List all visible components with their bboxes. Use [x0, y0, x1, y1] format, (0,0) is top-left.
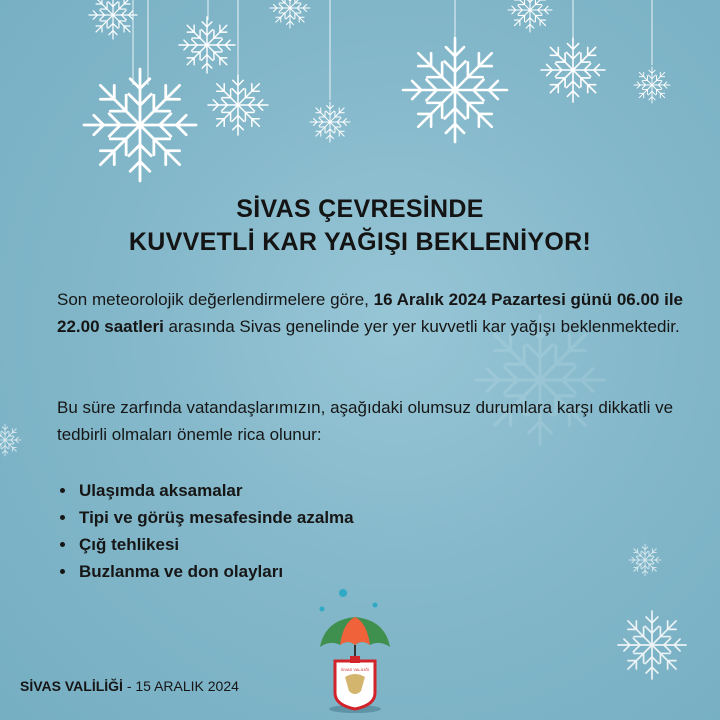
headline: [0, 193, 720, 259]
snowflake-icon: [618, 611, 686, 679]
paragraph-text: Son meteorolojik değerlendirmelere göre,: [57, 290, 374, 309]
organization-name: SİVAS VALİLİĞİ: [20, 678, 123, 694]
warning-paragraph: Bu süre zarfında vatandaşlarımızın, aşağıdaki olumsuz durumlara karşı dikkatli ve tedbirli olmaları önemle rica olunur:: [57, 398, 674, 444]
snowflake-icon: [89, 0, 137, 39]
snowflake-icon: [208, 75, 268, 135]
snowflake-icon: [508, 0, 552, 32]
headline-line1: SİVAS ÇEVRESİNDE: [236, 195, 484, 223]
snowflake-icon: [0, 424, 21, 456]
hazard-list: [57, 477, 354, 585]
publish-date: - 15 ARALIK 2024: [122, 678, 239, 694]
snowflake-icon: [629, 544, 661, 576]
announcement-paragraph: [57, 287, 683, 340]
snowflake-icon: [84, 69, 196, 181]
paragraph-bold-date: 16 Aralık 2024 Pazartesi günü 06.00 ile 22.00 saatleri: [57, 290, 683, 336]
snowflake-icon: [320, 589, 378, 612]
list-item: • Çığ tehlikesi: [77, 531, 354, 558]
headline-line2: KUVVETLİ KAR YAĞIŞI BEKLENİYOR!: [128, 228, 592, 256]
snowflake-icon: [270, 0, 310, 28]
snowflake-icon: [403, 38, 507, 142]
svg-text:SİVAS VALİLİĞİ: SİVAS VALİLİĞİ: [340, 667, 370, 672]
snowflake-icon: [179, 17, 235, 73]
paragraph-text: arasında Sivas genelinde yer yer kuvvetli kar yağışı beklenmektedir.: [163, 316, 680, 336]
footer-signature: [20, 678, 239, 694]
snowflake-icon: [634, 67, 670, 103]
list-item: • Buzlanma ve don olayları: [77, 558, 354, 585]
snowflake-icon: [541, 38, 605, 102]
snowflake-icon: [310, 102, 350, 142]
list-item: • Tipi ve görüş mesafesinde azalma: [77, 504, 354, 531]
umbrella-shield-logo: [315, 585, 395, 715]
list-item: • Ulaşımda aksamalar: [77, 477, 354, 504]
